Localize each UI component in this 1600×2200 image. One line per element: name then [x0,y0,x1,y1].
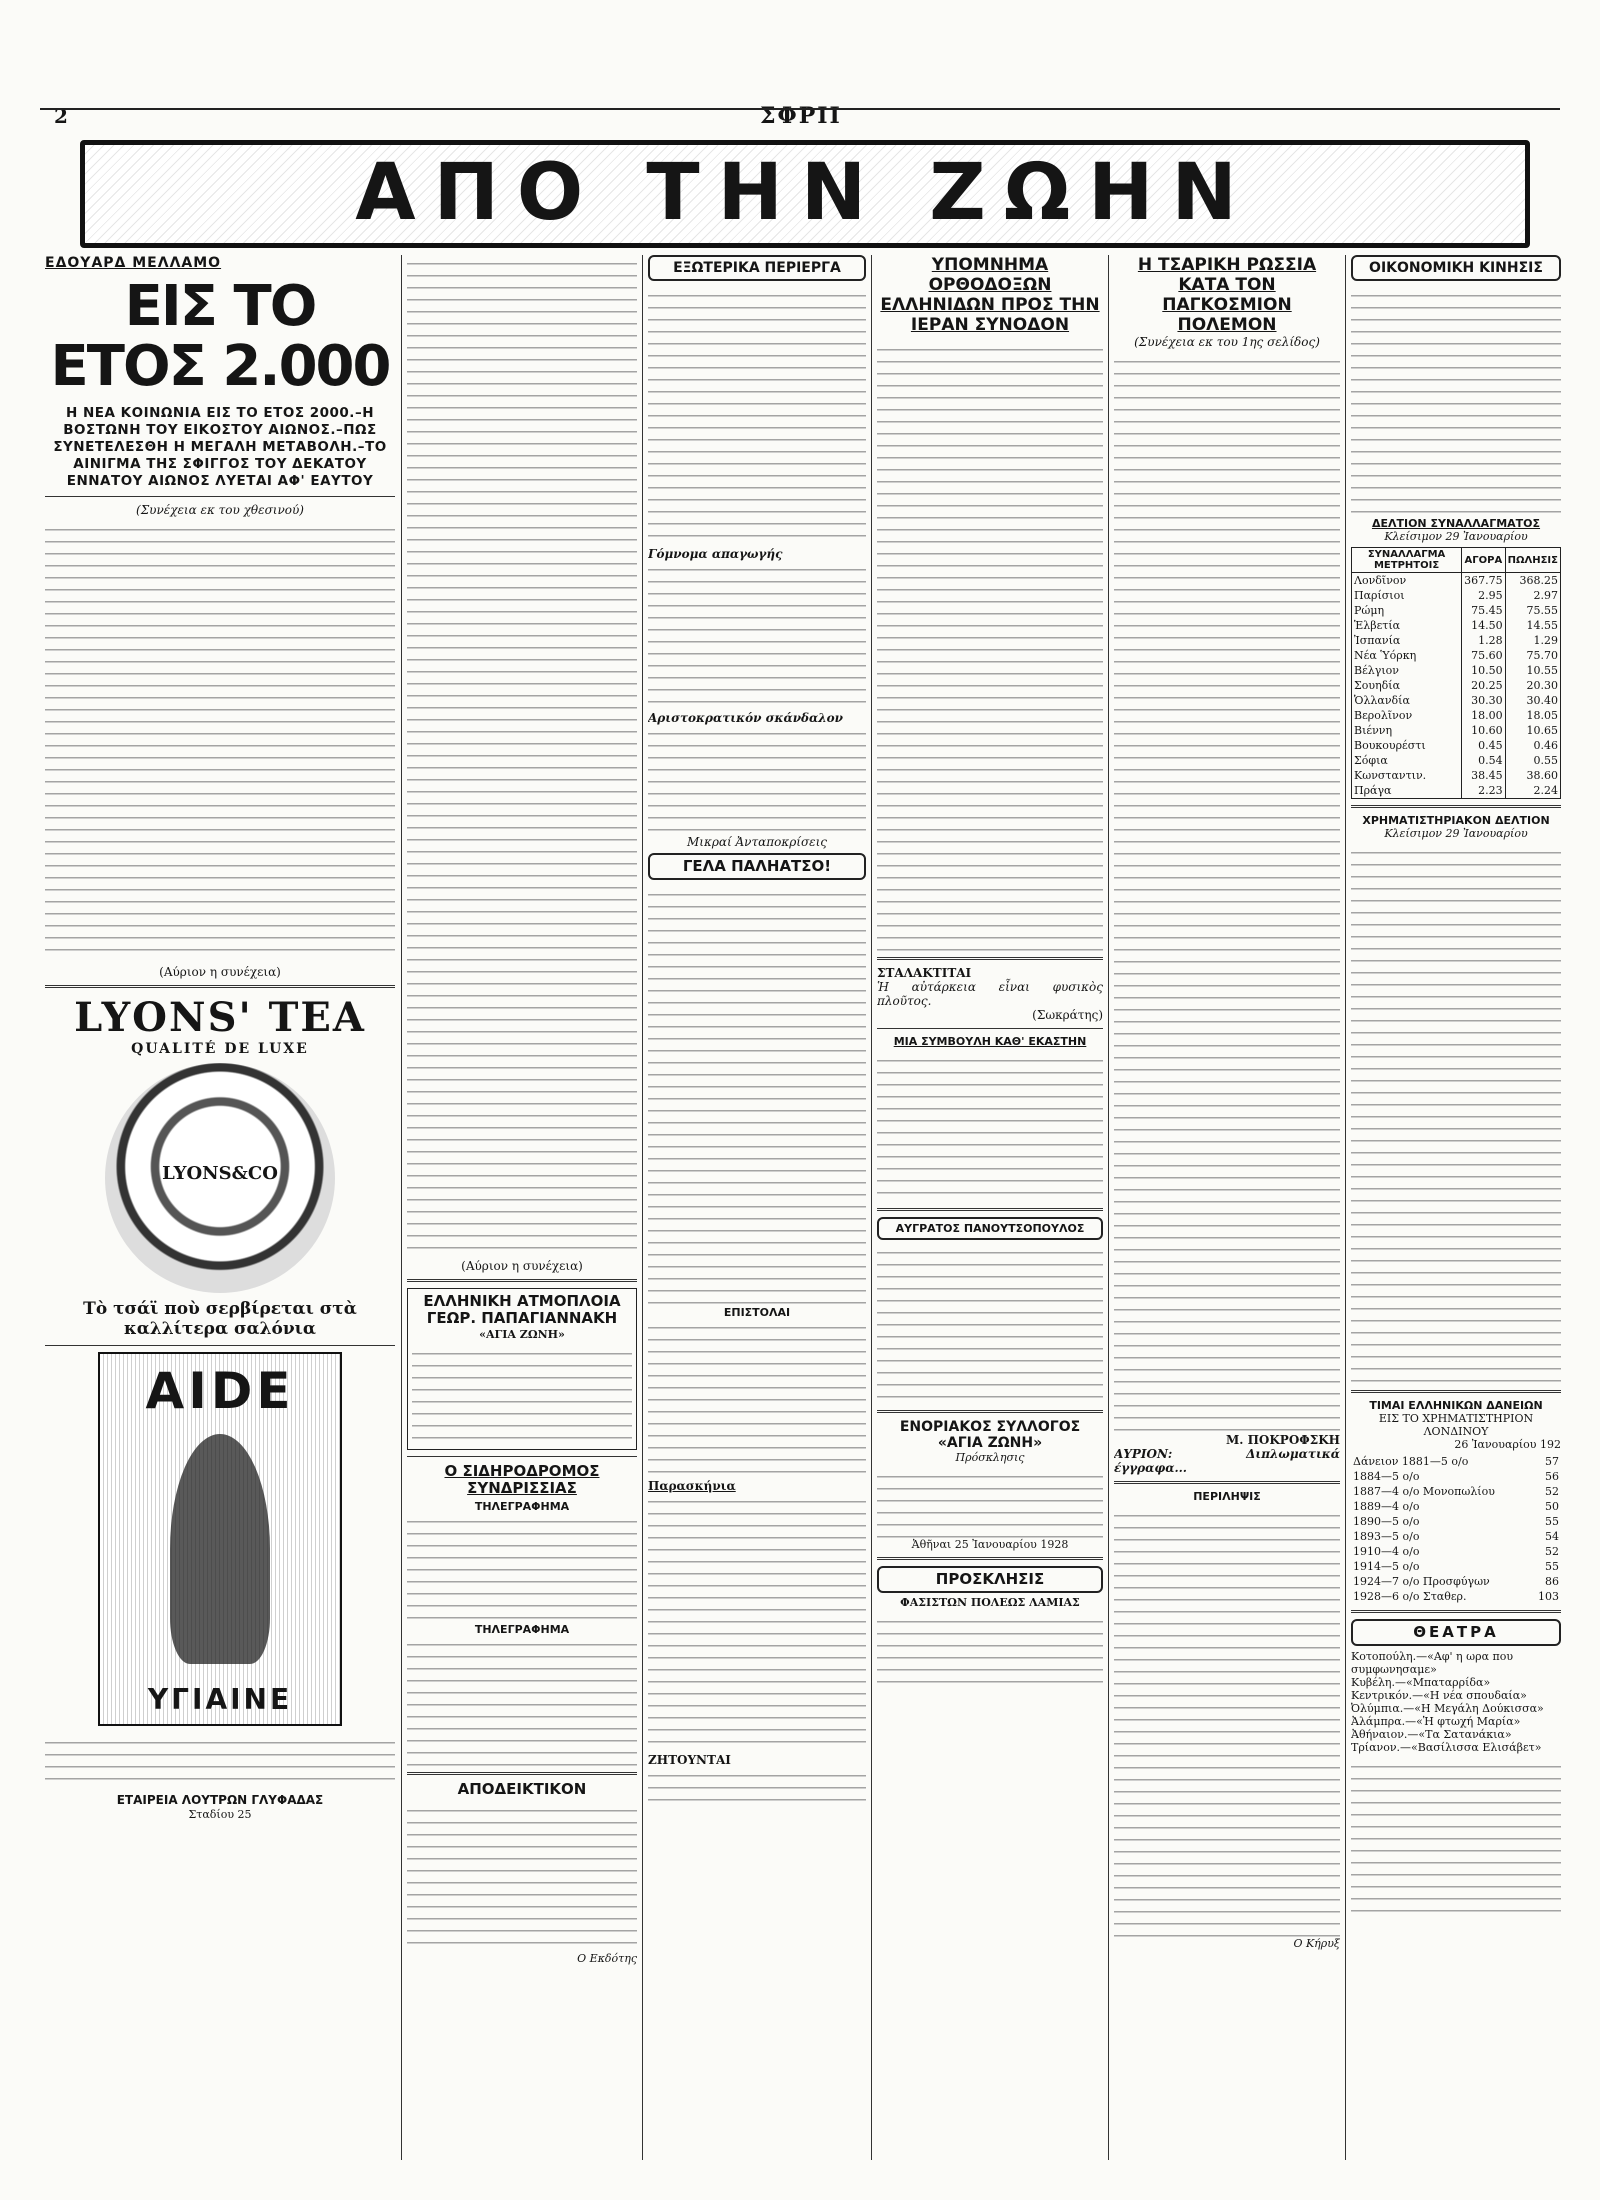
theatre-listing: Κοτοπούλη.—«Αφ' η ωρα που συμφωνησαμε» [1351,1650,1514,1677]
stock-listing-text [1351,844,1561,1384]
sell-rate: 14.55 [1505,618,1560,633]
club-notice-text [877,1468,1103,1538]
poster-title: AIDE [145,1362,295,1420]
table-row [1351,1589,1561,1604]
lyons-crest-emblem [105,1063,335,1293]
telegram-heading-1: ΤΗΛΕΓΡΑΦΗΜΑ [474,1500,570,1513]
article-byline: ΕΔΟΥΑΡΔ ΜΕΛΛΑΜΟ [45,255,222,271]
currency-name: Βιέννη [1352,723,1462,738]
theatre-listing: Ὀλύμπια.—«Η Μεγάλη Δούκισσα» [1351,1702,1544,1716]
lyons-tea-logo: LYONS' TEA [74,994,366,1041]
sell-rate: 0.46 [1505,738,1560,753]
buy-rate: 2.23 [1462,783,1506,799]
article-close-note: (Αύριον η συνέχεια) [159,965,281,979]
receipt-signature: Ο Εκδότης [577,1952,637,1966]
poster-figure [170,1434,270,1664]
loan-price: 86 [1545,1575,1559,1589]
subsection-heading: Παρασκήνια [648,1479,736,1494]
table-row [1352,633,1561,648]
receipt-title: ΑΠΟΔΕΙΚΤΙΚΟΝ [457,1780,587,1798]
buy-rate: 14.50 [1462,618,1506,633]
currency-name: Πράγα [1352,783,1462,799]
page-number: 2 [54,104,68,128]
loan-name: 1910—4 ο/ο [1353,1545,1420,1559]
tomorrow-note: ΑΥΡΙΟΝ: Διπλωματικά έγγραφα... [1114,1447,1340,1475]
tsarist-russia-heading: Η ΤΣΑΡΙΚΗ ΡΩΣΣΙΑ ΚΑΤΑ ΤΟΝ ΠΑΓΚΟΣΜΙΟΝ ΠΟΛΕΜΟΝ [1137,255,1317,335]
article-body-text [407,255,637,1255]
table-row [1352,753,1561,768]
article-body-text [648,561,866,711]
memorandum-heading: ΥΠΟΜΝΗΜΑ ΟΡΘΟΔΟΞΩΝ ΕΛΛΗΝΙΔΩΝ ΠΡΟΣ ΤΗΝ ΙΕΡΑΝ ΣΥΝΟΔΟΝ [880,255,1100,335]
foreign-curiosities-heading: ΕΞΩΤΕΡΙΚΑ ΠΕΡΙΕΡΓΑ [648,255,866,281]
loan-price: 56 [1545,1470,1559,1484]
buy-rate: 10.50 [1462,663,1506,678]
column-4 [877,255,1103,2160]
sell-rate: 2.97 [1505,588,1560,603]
subsection-heading: Μικραί Ἀνταποκρίσεις [686,835,828,850]
agency-ship-name: «ΑΓΙΑ ΖΩΝΗ» [479,1327,565,1341]
poster-caption: ΥΓΙΑΙΝΕ [147,1683,293,1716]
currency-name: Παρίσιοι [1352,588,1462,603]
telegram-body-text [407,1513,637,1623]
subsection-heading: Αριστοκρατικόν σκάνδαλον [648,711,843,726]
loan-name: 1924—7 ο/ο Προσφύγων [1353,1575,1490,1589]
article-subheadline: Η ΝΕΑ ΚΟΙΝΩΝΙΑ ΕΙΣ ΤΟ ΕΤΟΣ 2000.–Η ΒΟΣΤΩΝΗ ΤΟΥ ΕΙΚΟΣΤΟΥ ΑΙΩΝΟΣ.–ΠΩΣ ΣΥΝΕΤΕΛΕΣΘΗ Η ΜΕΓΑΛΗ ΜΕΤΑΒΟΛΗ.–ΤΟ ΑΙΝΙΓΜΑ ΤΗΣ ΣΦΙΓΓΟΣ ΤΟΥ ΔΕΚΑΤΟΥ ΕΝΝΑΤΟΥ ΑΙΩΝΟΣ ΛΥΕΤΑΙ ΑΦ' ΕΑΥΤΟΥ [53,405,387,489]
table-row [1351,1514,1561,1529]
quote-author: (Σωκράτης) [1032,1008,1103,1022]
sell-rate: 30.40 [1505,693,1560,708]
column-2 [407,255,637,2160]
lyons-tea-ad [45,994,395,1339]
agency-body-text [412,1345,632,1445]
table-row [1351,1484,1561,1499]
baths-address: Σταδίου 25 [188,1807,252,1821]
invitation-text [877,1613,1103,1683]
currency-name: Ὁλλανδία [1352,693,1462,708]
currency-name: Ρώμη [1352,603,1462,618]
joke-column-title: ΓΕΛΑ ΠΑΛΗΑΤΣΟ! [648,853,866,880]
stalactites-heading: ΣΤΑΛΑΚΤΙΤΑΙ [877,966,972,980]
sell-rate: 75.55 [1505,603,1560,618]
loan-price: 50 [1545,1500,1559,1514]
loan-price: 57 [1545,1455,1559,1469]
table-header: ΑΓΟΡΑ [1462,548,1506,573]
crest-text: LYONS&CO [162,1163,278,1184]
agency-title: ΕΛΛΗΝΙΚΗ ΑΤΜΟΠΛΟΙΑ ΓΕΩΡ. ΠΑΠΑΓΙΑΝΝΑΚΗ [423,1292,621,1328]
buy-rate: 2.95 [1462,588,1506,603]
table-row [1351,1469,1561,1484]
buy-rate: 75.45 [1462,603,1506,618]
table-row [1352,708,1561,723]
currency-name: Κωνσταντιν. [1352,768,1462,783]
buy-rate: 10.60 [1462,723,1506,738]
article-continuation-note: (Συνέχεια εκ του 1ης σελίδος) [1134,335,1320,349]
table-row [1352,738,1561,753]
currency-name: Βουκουρέστι [1352,738,1462,753]
theatre-listing: Τρίανον.—«Βασίλισσα Ελισάβετ» [1351,1741,1542,1755]
masthead: ΣΦΡΙΙ [760,103,842,129]
table-row [1352,618,1561,633]
table-row [1352,588,1561,603]
table-row [1351,1559,1561,1574]
banner-title: ΑΠΟ ΤΗΝ ΖΩΗΝ [355,148,1255,238]
sell-rate: 10.55 [1505,663,1560,678]
sell-rate: 18.05 [1505,708,1560,723]
buy-rate: 367.75 [1462,573,1506,589]
loan-price: 54 [1545,1530,1559,1544]
column-rule [401,255,402,2160]
currency-name: Βέλγιον [1352,663,1462,678]
pharmacy-ad-title: ΑΥΓΡΑΤΟΣ ΠΑΝΟΥΤΣΟΠΟΥΛΟΣ [877,1217,1103,1240]
receipt-body-text [407,1802,637,1952]
article-body-text [1351,287,1561,517]
sell-rate: 10.65 [1505,723,1560,738]
column-rule [871,255,872,2160]
loan-price: 52 [1545,1485,1559,1499]
article-continuation-note: (Συνέχεια εκ του χθεσινού) [136,503,304,517]
baths-company-name: ΕΤΑΙΡΕΙΑ ΛΟΥΤΡΩΝ ΓΛΥΦΑΔΑΣ [116,1793,324,1807]
article-body-text [1114,1507,1340,1937]
table-header: ΠΩΛΗΣΙΣ [1505,548,1560,573]
sell-rate: 368.25 [1505,573,1560,589]
summary-signature: Ο Κήρυξ [1293,1937,1340,1950]
greek-loans-subtitle: ΕΙΣ ΤΟ ΧΡΗΜΑΤΙΣΤΗΡΙΟΝ ΛΟΝΔΙΝΟΥ [1378,1412,1534,1439]
buy-rate: 30.30 [1462,693,1506,708]
invitation-title: ΠΡΟΣΚΛΗΣΙΣ [877,1566,1103,1593]
exchange-rates-table [1351,547,1561,799]
theatre-listing: Κεντρικόν.—«Η νέα σπουδαία» [1351,1689,1527,1703]
sell-rate: 75.70 [1505,648,1560,663]
aide-poster-ad [98,1352,342,1726]
lyons-tea-subtitle: QUALITÉ DE LUXE [131,1041,309,1057]
subsection-heading: Γόμνομα απαγωγής [648,547,783,562]
greek-loans-table [1351,1454,1561,1604]
exchange-rates-title: ΔΕΛΤΙΟΝ ΣΥΝΑΛΛΑΓΜΑΤΟΣ [1371,517,1541,531]
table-row [1352,573,1561,589]
table-row [1351,1499,1561,1514]
article-body-text [877,1052,1103,1202]
article-close-note: (Αύριον η συνέχεια) [461,1259,583,1273]
table-row [1352,768,1561,783]
buy-rate: 18.00 [1462,708,1506,723]
article-body-text [45,521,395,961]
currency-name: Λονδῖνον [1352,573,1462,589]
column-5 [1114,255,1340,2160]
greek-loans-date: 26 Ἰανουαρίου 192 [1454,1438,1561,1452]
loan-price: 52 [1545,1545,1559,1559]
table-row [1352,783,1561,799]
economic-movement-heading: ΟΙΚΟΝΟΜΙΚΗ ΚΙΝΗΣΙΣ [1351,255,1561,281]
shipping-agency-ad [407,1288,637,1450]
theatre-listing: Ἀλάμπρα.—«Ἡ φτωχή Μαρία» [1351,1715,1521,1729]
loan-name: Δάνειον 1881—5 ο/ο [1353,1455,1469,1469]
article-body-text [877,341,1103,951]
loan-price: 103 [1538,1590,1559,1604]
stock-bulletin-title: ΧΡΗΜΑΤΙΣΤΗΡΙΑΚΟΝ ΔΕΛΤΙΟΝ [1362,814,1550,828]
article-body-text [648,287,866,547]
buy-rate: 1.28 [1462,633,1506,648]
column-3 [648,255,866,2160]
lyons-tea-tagline: Τὸ τσάϊ ποὺ σερβίρεται στὰ καλλίτερα σαλόνια [83,1299,357,1339]
sell-rate: 38.60 [1505,768,1560,783]
currency-name: Ἰσπανία [1352,633,1462,648]
wanted-line: ΖΗΤΟΥΝΤΑΙ [648,1753,731,1768]
stock-bulletin-date: Κλείσιμον 29 Ἰανουαρίου [1384,827,1528,841]
lead-article-column [45,255,395,2160]
economic-column [1351,255,1561,2160]
sell-rate: 0.55 [1505,753,1560,768]
notice-date: Ἀθῆναι 25 Ἰανουαρίου 1928 [911,1538,1069,1552]
theatre-listing: Κυβέλη.—«Μπαταρρίδα» [1351,1676,1491,1690]
buy-rate: 38.45 [1462,768,1506,783]
table-row [1351,1544,1561,1559]
top-rule [40,108,1560,110]
loan-name: 1889—4 ο/ο [1353,1500,1420,1514]
article-body-text [648,886,866,1306]
buy-rate: 20.25 [1462,678,1506,693]
daily-advice-heading: ΜΙΑ ΣΥΜΒΟΥΛΗ ΚΑΘ' ΕΚΑΣΤΗΝ [893,1035,1087,1048]
currency-name: Βερολῖνον [1352,708,1462,723]
column-rule [1345,255,1346,2160]
article-headline: ΕΙΣ ΤΟ ΕΤΟΣ 2.000 [50,274,390,399]
sell-rate: 20.30 [1505,678,1560,693]
column-rule [642,255,643,2160]
loan-name: 1893—5 ο/ο [1353,1530,1420,1544]
loan-price: 55 [1545,1560,1559,1574]
theatres-body-text [1351,1758,1561,1918]
loan-name: 1887—4 ο/ο Μονοπωλίου [1353,1485,1495,1499]
currency-name: Σουηδία [1352,678,1462,693]
loan-name: 1890—5 ο/ο [1353,1515,1420,1529]
railway-title: Ο ΣΙΔΗΡΟΔΡΟΜΟΣ ΣΥΝΔΡΙΣΣΙΑΣ [444,1461,600,1497]
telegram-heading-2: ΤΗΛΕΓΡΑΦΗΜΑ [474,1623,570,1636]
parish-club-subtitle: Πρόσκλησις [955,1451,1025,1465]
invitation-subtitle: ΦΑΣΙΣΤΩΝ ΠΟΛΕΩΣ ΛΑΜΙΑΣ [900,1596,1080,1610]
pharmacy-ad-text [877,1244,1103,1404]
theatres-heading: ΘΕΑΤΡΑ [1351,1619,1561,1646]
greek-loans-title: ΤΙΜΑΙ ΕΛΛΗΝΙΚΩΝ ΔΑΝΕΙΩΝ [1369,1399,1543,1413]
table-row [1352,648,1561,663]
currency-name: Νέα Ὑόρκη [1352,648,1462,663]
ad-body-text [45,1734,395,1790]
parish-club-title: ΕΝΟΡΙΑΚΟΣ ΣΥΛΛΟΓΟΣ «ΑΓΙΑ ΖΩΝΗ» [899,1419,1081,1452]
loan-name: 1914—5 ο/ο [1353,1560,1420,1574]
article-body-text [648,1319,866,1479]
theatre-listing: Ἀθήναιον.—«Τα Σατανάκια» [1351,1728,1512,1742]
table-header: ΣΥΝΑΛΛΑΓΜΑ ΜΕΤΡΗΤΟΙΣ [1352,548,1462,573]
table-row [1352,603,1561,618]
currency-name: Ἑλβετία [1352,618,1462,633]
article-body-text [1114,353,1340,1433]
article-body-text [648,1767,866,1807]
article-body-text [648,725,866,835]
loan-price: 55 [1545,1515,1559,1529]
loan-name: 1884—5 ο/ο [1353,1470,1420,1484]
article-body-text [648,1493,866,1753]
table-row [1352,663,1561,678]
article-signature: Μ. ΠΟΚΡΟΦΣΚΗ [1225,1433,1340,1447]
table-row [1351,1529,1561,1544]
sell-rate: 1.29 [1505,633,1560,648]
summary-heading: ΠΕΡΙΛΗΨΙΣ [1193,1490,1261,1503]
currency-name: Σόφια [1352,753,1462,768]
quote-text: Ἡ αὐτάρκεια εἶναι φυσικὸς πλοῦτος. [877,980,1103,1008]
buy-rate: 75.60 [1462,648,1506,663]
table-row [1352,678,1561,693]
table-row [1351,1454,1561,1469]
buy-rate: 0.54 [1462,753,1506,768]
table-row [1352,693,1561,708]
letters-heading: ΕΠΙΣΤΟΛΑΙ [723,1306,791,1320]
buy-rate: 0.45 [1462,738,1506,753]
column-rule [1108,255,1109,2160]
telegram-body-text [407,1636,637,1766]
table-row [1351,1574,1561,1589]
table-row [1352,723,1561,738]
sell-rate: 2.24 [1505,783,1560,799]
section-banner [80,140,1530,248]
loan-name: 1928—6 ο/ο Σταθερ. [1353,1590,1467,1604]
exchange-rates-date: Κλείσιμον 29 Ἰανουαρίου [1384,530,1528,544]
theatres-list [1351,1650,1561,1754]
